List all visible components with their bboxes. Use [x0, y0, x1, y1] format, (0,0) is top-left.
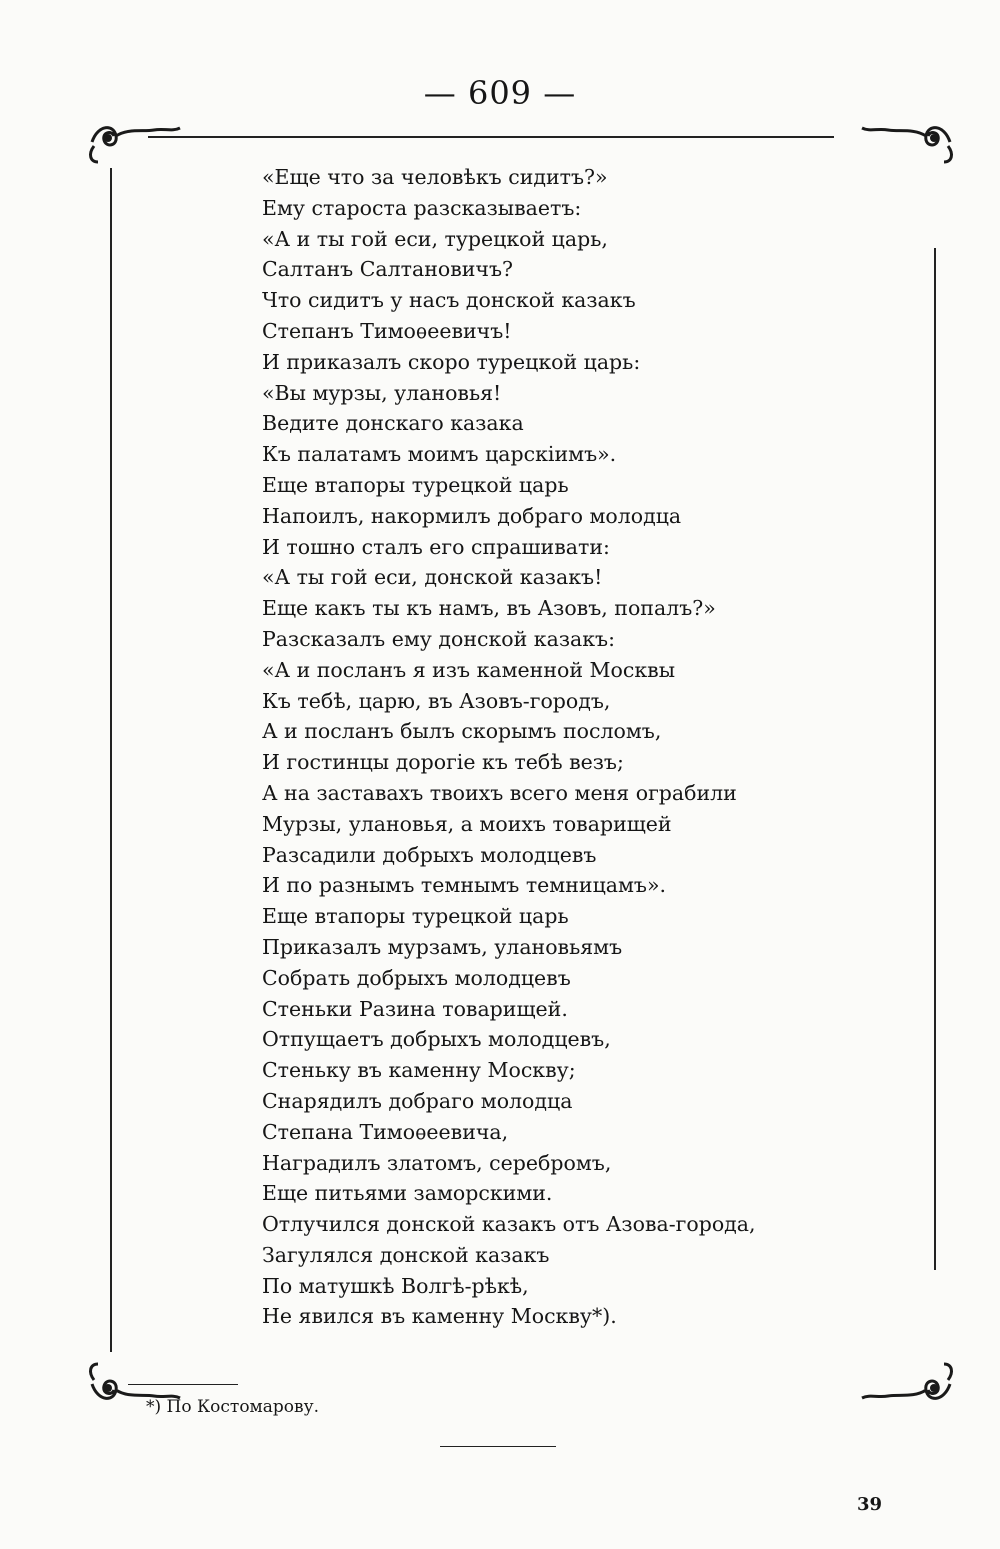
poem-line: Еще втапоры турецкой царь: [262, 472, 569, 497]
poem-line: Къ палатамъ моимъ царскіимъ».: [262, 442, 617, 467]
poem-text: [262, 162, 756, 1332]
corner-ornament-icon: [858, 1360, 958, 1408]
poem-line: И приказалъ скоро турецкой царь:: [262, 349, 641, 374]
corner-ornament-icon: [858, 118, 958, 166]
poem-line: По матушкѣ Волгѣ-рѣкѣ,: [262, 1273, 529, 1298]
poem-line: И гостинцы дорогіе къ тебѣ везъ;: [262, 750, 624, 775]
poem-line: Еще какъ ты къ намъ, въ Азовъ, попалъ?»: [262, 596, 716, 621]
poem-line: «А и ты гой еси, турецкой царь,: [262, 226, 608, 251]
poem-line: А и посланъ былъ скорымъ посломъ,: [262, 719, 662, 744]
poem-line: Мурзы, улановья, а моихъ товарищей: [262, 811, 672, 836]
poem-line: Ведите донскаго казака: [262, 411, 524, 436]
poem-line: И тошно сталъ его спрашивати:: [262, 534, 610, 559]
corner-ornament-icon: [84, 118, 184, 166]
poem-line: И по разнымъ темнымъ темницамъ».: [262, 873, 667, 898]
poem-line: «А и посланъ я изъ каменной Москвы: [262, 657, 676, 682]
poem-line: Разсадили добрыхъ молодцевъ: [262, 842, 597, 867]
poem-line: Что сидитъ у насъ донской казакъ: [262, 288, 636, 313]
poem-line: Еще питьями заморскими.: [262, 1181, 553, 1206]
signature-mark: 39: [857, 1494, 883, 1515]
frame-top-rule: [148, 136, 834, 138]
poem-line: Еще втапоры турецкой царь: [262, 904, 569, 929]
poem-line: «Вы мурзы, улановья!: [262, 380, 502, 405]
poem-line: Наградилъ златомъ, серебромъ,: [262, 1150, 612, 1175]
frame-left-rule: [110, 168, 112, 1352]
end-rule: [440, 1446, 556, 1447]
page-number: — 609 —: [423, 74, 577, 112]
poem-line: Приказалъ мурзамъ, улановьямъ: [262, 934, 623, 959]
poem-line: Салтанъ Салтановичъ?: [262, 257, 514, 282]
poem-line: Снарядилъ добраго молодца: [262, 1088, 573, 1113]
poem-line: Отпущаетъ добрыхъ молодцевъ,: [262, 1027, 611, 1052]
poem-line: Степанъ Тимоѳеевичъ!: [262, 318, 512, 343]
poem-line: Загулялся донской казакъ: [262, 1242, 550, 1267]
poem-line: Не явился въ каменну Москву*).: [262, 1304, 617, 1329]
poem-line: Собрать добрыхъ молодцевъ: [262, 965, 571, 990]
poem-line: А на заставахъ твоихъ всего меня ограбили: [262, 780, 737, 805]
poem-line: Отлучился донской казакъ отъ Азова-города,: [262, 1212, 756, 1237]
poem-line: Степана Тимоѳеевича,: [262, 1119, 509, 1144]
poem-line: Къ тебѣ, царю, въ Азовъ-городъ,: [262, 688, 611, 713]
poem-line: Напоилъ, накормилъ добраго молодца: [262, 503, 682, 528]
poem-line: Разсказалъ ему донской казакъ:: [262, 626, 615, 651]
poem-line: Ему староста разсказываетъ:: [262, 195, 582, 220]
footnote: *) По Костомарову.: [146, 1397, 320, 1417]
frame-right-rule: [934, 248, 936, 1270]
poem-line: «А ты гой еси, донской казакъ!: [262, 565, 603, 590]
poem-line: Стеньку въ каменну Москву;: [262, 1058, 576, 1083]
footnote-rule: [128, 1384, 238, 1385]
poem-line: «Еще что за человѣкъ сидитъ?»: [262, 165, 608, 189]
poem-line: Стеньки Разина товарищей.: [262, 996, 568, 1021]
